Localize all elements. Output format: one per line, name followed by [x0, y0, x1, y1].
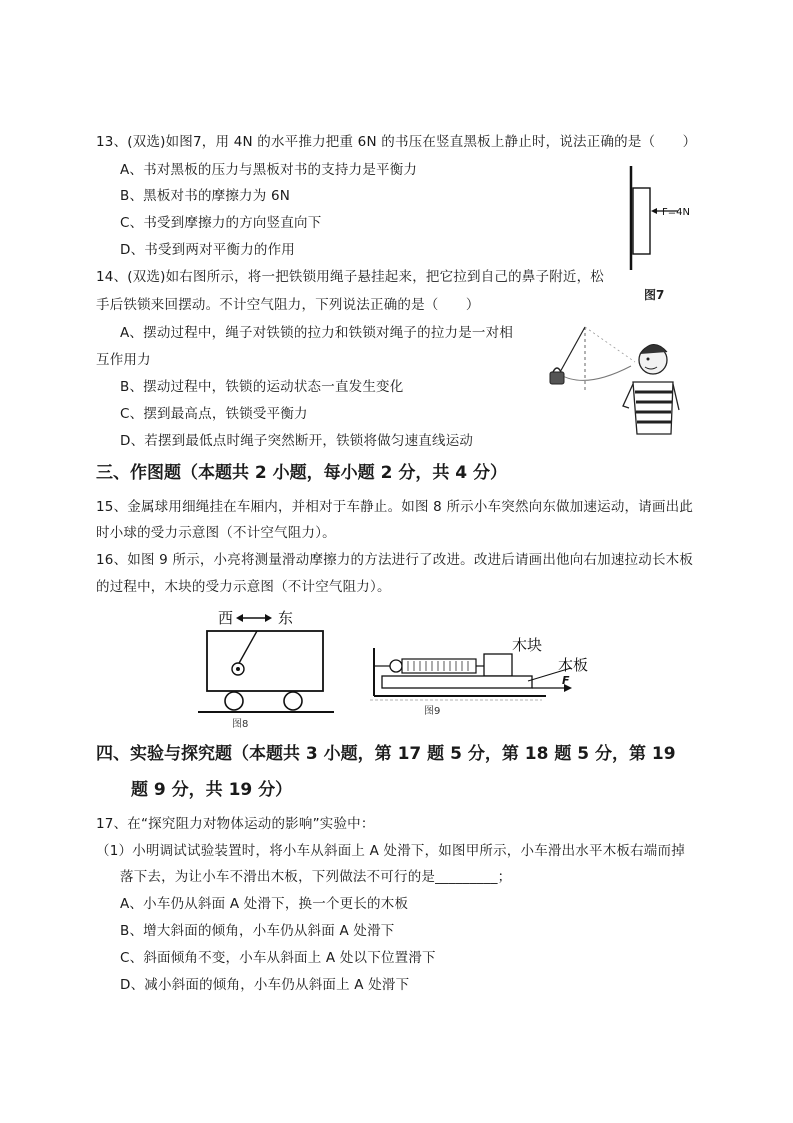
wood-board	[382, 676, 532, 688]
figure-7-caption: 图7	[644, 288, 665, 302]
q13-option-c: C、书受到摩擦力的方向竖直向下	[120, 215, 322, 231]
force-label: F=4N	[662, 207, 690, 218]
q17-option-d: D、减小斜面的倾角，小车仍从斜面上 A 处滑下	[120, 977, 410, 993]
q13-option-b: B、黑板对书的摩擦力为 6N	[120, 188, 291, 204]
q13-option-a: A、书对黑板的压力与黑板对书的支持力是平衡力	[120, 162, 418, 178]
q14-option-c: C、摆到最高点，铁锁受平衡力	[120, 406, 308, 422]
q17-option-c: C、斜面倾角不变，小车从斜面上 A 处以下位置滑下	[120, 950, 436, 966]
q16-line2: 的过程中，木块的受力示意图（不计空气阻力）。	[96, 579, 391, 595]
wood-block	[484, 654, 512, 676]
book-rect	[633, 188, 650, 254]
q14-stem-line2: 手后铁锁来回摆动。不计空气阻力，下列说法正确的是（ ）	[96, 297, 480, 313]
east-label: 东	[278, 609, 294, 627]
answer-blank: _________	[435, 869, 498, 885]
swing-arc	[559, 366, 631, 380]
q15-line1: 15、金属球用细绳挂在车厢内，并相对于车静止。如图 8 所示小车突然向东做加速运动，请画出此	[96, 499, 694, 515]
q17-part1-line2	[120, 867, 511, 887]
figure-8	[196, 603, 336, 733]
wheel-right	[284, 692, 302, 710]
q17-option-a: A、小车仍从斜面 A 处滑下，换一个更长的木板	[120, 896, 409, 912]
lock-icon	[550, 372, 564, 384]
q14-option-d: D、若摆到最低点时绳子突然断开，铁锁将做匀速直线运动	[120, 433, 474, 449]
section-4-title-line1: 四、实验与探究题（本题共 3 小题，第 17 题 5 分，第 18 题 5 分，第 19	[96, 744, 676, 764]
q13-option-d: D、书受到两对平衡力的作用	[120, 242, 295, 258]
man-body	[633, 382, 673, 434]
q17-part1-text: 落下去，为让小车不滑出木板，下列做法不可行的是	[120, 869, 436, 885]
pendulum-figure	[545, 322, 680, 442]
figure-9-caption: 图9	[424, 706, 441, 717]
figure-7	[620, 158, 710, 308]
west-label: 西	[218, 609, 234, 627]
q14-stem-line1: 14、(双选)如右图所示，将一把铁锁用绳子悬挂起来，把它拉到自己的鼻子附近，松	[96, 269, 605, 285]
q17-stem: 17、在“探究阻力对物体运动的影响”实验中：	[96, 816, 375, 832]
q14-option-b: B、摆动过程中，铁锁的运动状态一直发生变化	[120, 379, 404, 395]
cart-body	[207, 631, 323, 691]
q17-part1-line1: （1）小明调试试验装置时，将小车从斜面上 A 处滑下，如图甲所示，小车滑出水平木板右端而掉	[96, 843, 685, 859]
q13-stem: 13、(双选)如图7，用 4N 的水平推力把重 6N 的书压在竖直黑板上静止时，说法正确的是（ ）	[96, 134, 697, 150]
q15-line2: 时小球的受力示意图（不计空气阻力）。	[96, 525, 336, 541]
spring-scale	[402, 659, 476, 673]
q16-line1: 16、如图 9 所示，小亮将测量滑动摩擦力的方法进行了改进。改进后请画出他向右加速拉动长木板	[96, 552, 694, 568]
wheel-left	[225, 692, 243, 710]
figure-9	[366, 626, 606, 721]
figure-8-caption: 图8	[232, 719, 249, 730]
rope	[559, 327, 585, 374]
pull-force-label: F	[562, 674, 570, 687]
block-label: 木块	[512, 636, 543, 654]
section-4-title-line2: 题 9 分，共 19 分）	[131, 780, 293, 800]
q14-option-a-line2: 互作用力	[96, 352, 151, 368]
section-3-title: 三、作图题（本题共 2 小题，每小题 2 分，共 4 分）	[96, 463, 507, 483]
q14-option-a-line1: A、摆动过程中，绳子对铁锁的拉力和铁锁对绳子的拉力是一对相	[120, 325, 514, 341]
board-label: 木板	[558, 656, 589, 674]
scale-ring	[390, 660, 402, 672]
q17-option-b: B、增大斜面的倾角，小车仍从斜面 A 处滑下	[120, 923, 395, 939]
q17-part1-end: ；	[497, 869, 512, 885]
